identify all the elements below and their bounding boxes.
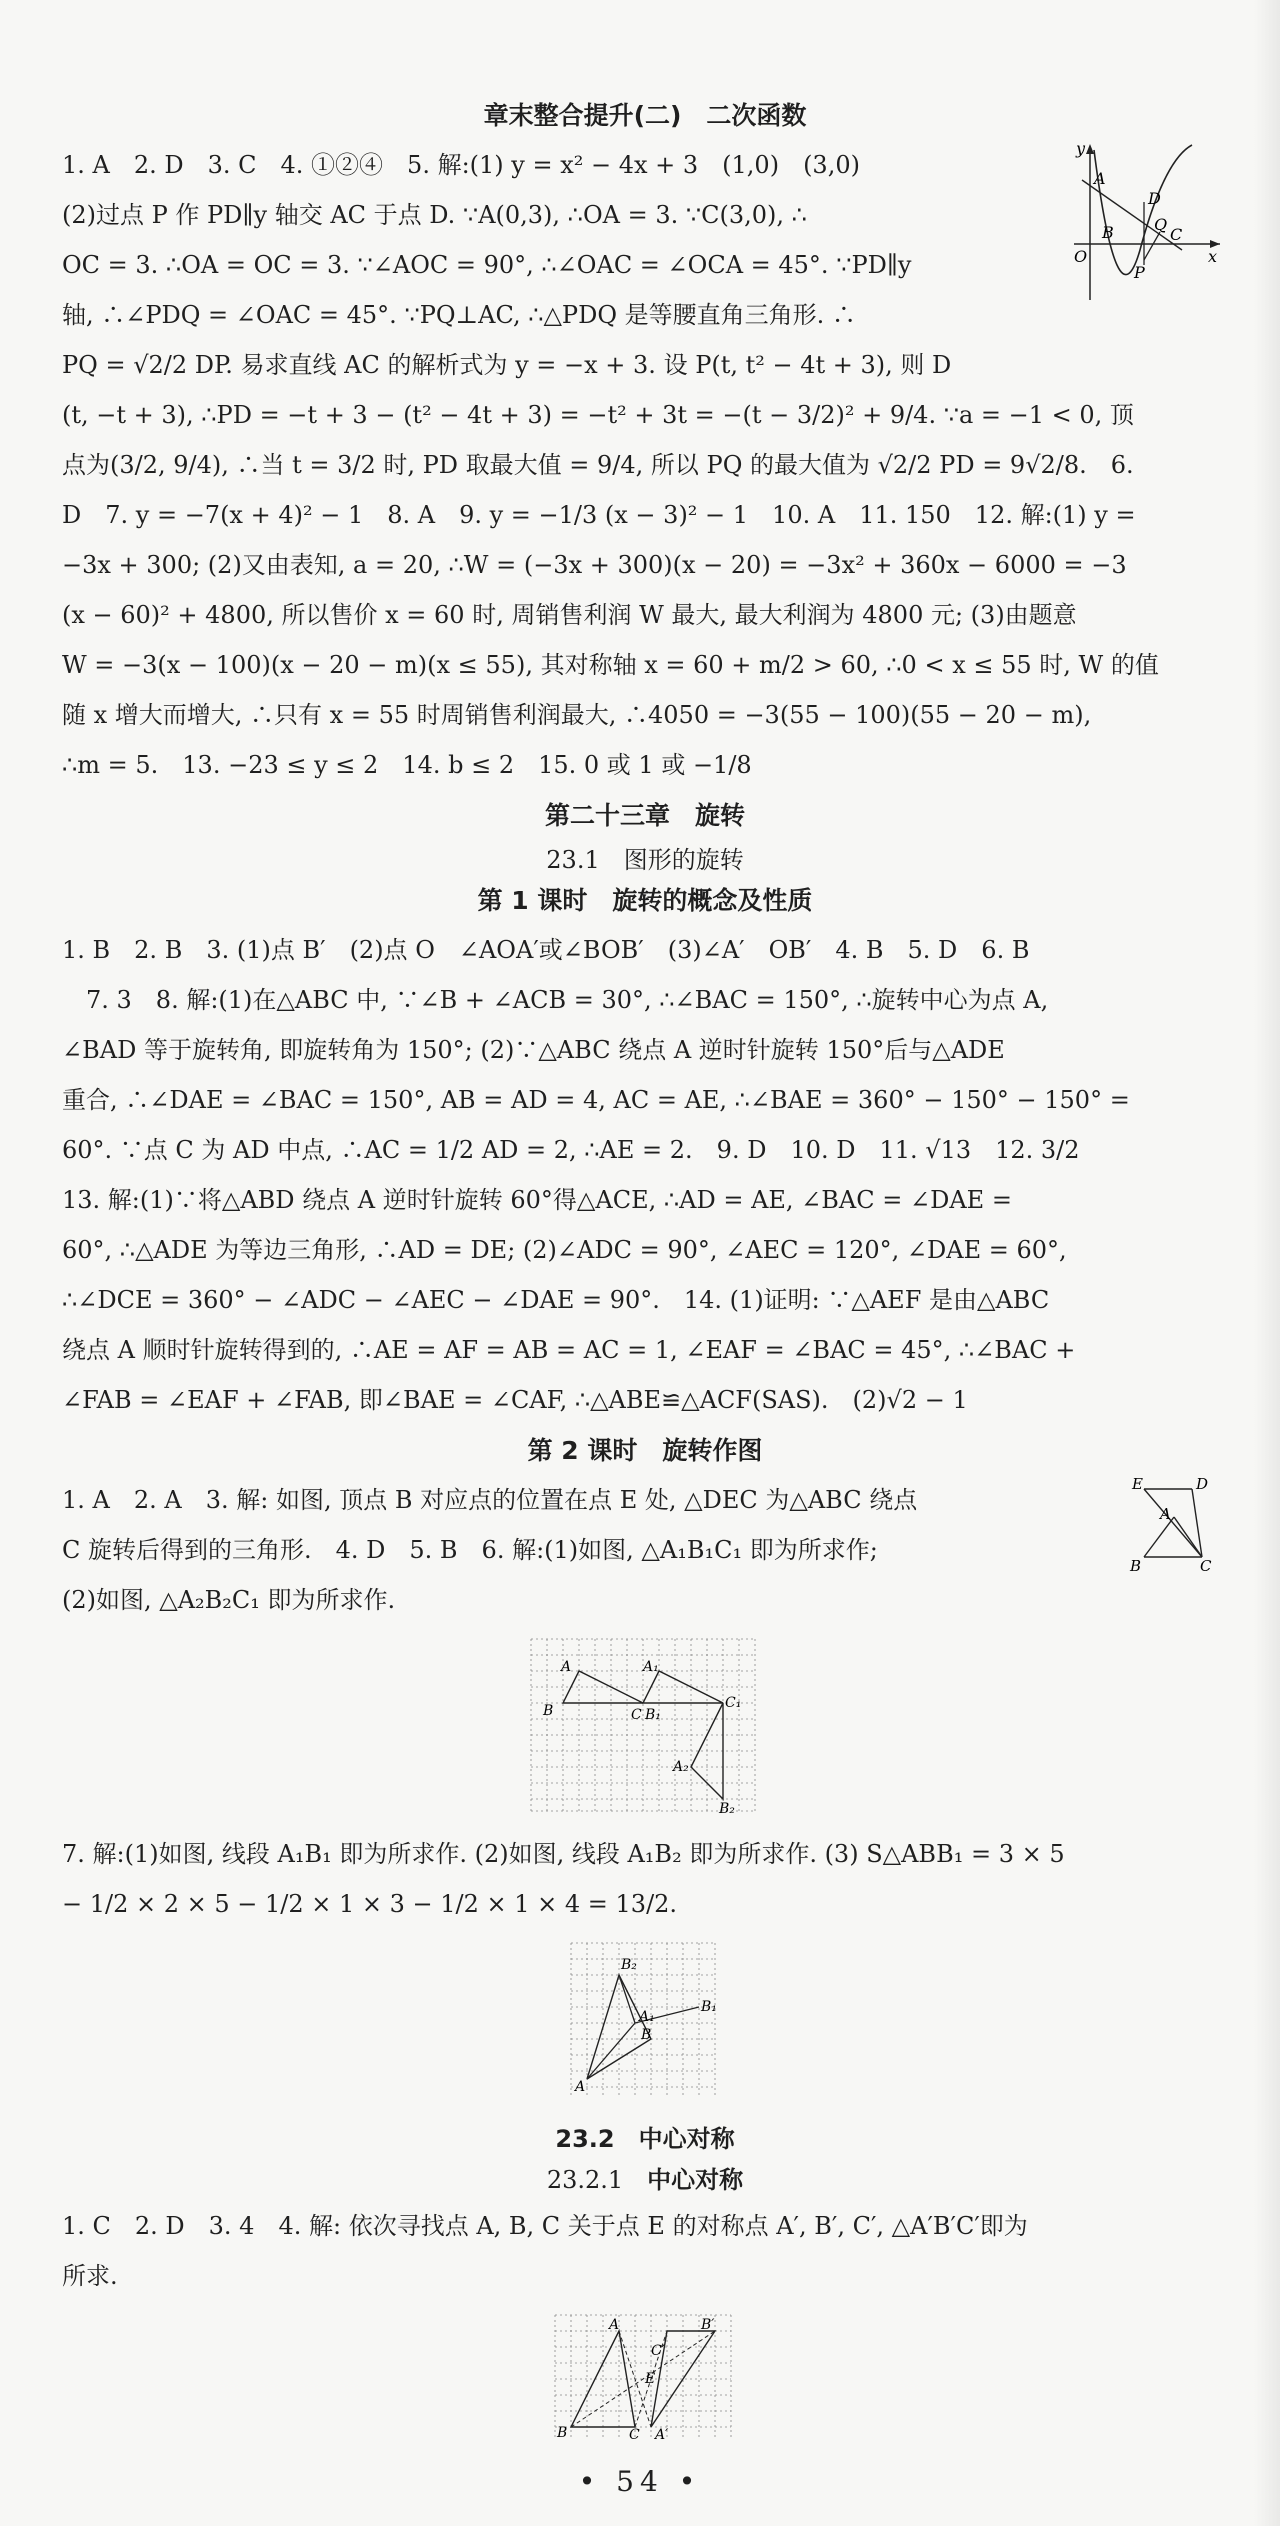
section1-line-9: (x − 60)² + 4800, 所以售价 x = 60 时, 周销售利润 W 最大, 最大利润为 4800 元; (3)由题意	[62, 601, 1077, 629]
g2-label-a: A	[575, 2079, 586, 2095]
label-p: P	[1134, 263, 1145, 282]
label-y: y	[1076, 140, 1086, 158]
g3-label-c: C	[629, 2427, 640, 2441]
g1-label-b2: B₂	[719, 1801, 735, 1815]
g1-label-a1: A₁	[643, 1659, 659, 1675]
g3-label-a: A	[609, 2317, 620, 2333]
lesson-2-title: 第 2 课时 旋转作图	[527, 1436, 763, 1465]
g2-label-a1: A₁	[639, 2009, 655, 2025]
section1-line-5: (t, −t + 3), ∴PD = −t + 3 − (t² − 4t + 3) = −t² + 3t = −(t − 3/2)² + 9/4. ∵a = −1 < 0, 顶	[62, 401, 1134, 429]
lesson1-line-5: 13. 解:(1)∵将△ABD 绕点 A 逆时针旋转 60°得△ACE, ∴AD = AE, ∠BAC = ∠DAE =	[62, 1186, 1012, 1214]
section232-line-1: 所求.	[62, 2262, 118, 2290]
lesson1-line-3: 重合, ∴∠DAE = ∠BAC = 150°, AB = AD = 4, AC = AE, ∴∠BAE = 360° − 150° − 150° =	[62, 1086, 1130, 1114]
subsection-23-2-1-title	[62, 2160, 1228, 2195]
label-a2: A	[1160, 1505, 1171, 1523]
section1-line-12: ∴m = 5. 13. −23 ≤ y ≤ 2 14. b ≤ 2 15. 0 或 1 或 −1/8	[62, 751, 752, 779]
g1-label-c: C	[631, 1707, 642, 1723]
lesson2-line-1: C 旋转后得到的三角形. 4. D 5. B 6. 解:(1)如图, △A₁B₁C₁ 即为所求作;	[62, 1536, 878, 1564]
g3-label-b: B	[557, 2425, 568, 2441]
g1-label-a: A	[561, 1659, 572, 1675]
g1-label-a2: A₂	[673, 1759, 689, 1775]
g1-label-c1: C₁	[725, 1695, 742, 1711]
section-23-1-title: 23.1 图形的旋转	[546, 846, 744, 874]
label-c: C	[1170, 225, 1183, 244]
g3-label-b-prime: B′	[701, 2317, 715, 2333]
section1-line-6: 点为(3/2, 9/4), ∴当 t = 3/2 时, PD 取最大值 = 9/4, 所以 PQ 的最大值为 √2/2 PD = 9√2/8. 6.	[62, 451, 1134, 479]
label-q: Q	[1154, 215, 1168, 234]
section1-line-2: OC = 3. ∴OA = OC = 3. ∵∠AOC = 90°, ∴∠OAC = ∠OCA = 45°. ∵PD∥y	[62, 251, 912, 279]
lesson1-line-1: 7. 3 8. 解:(1)在△ABC 中, ∵∠B + ∠ACB = 30°, ∴∠BAC = 150°, ∴旋转中心为点 A,	[62, 986, 1049, 1014]
g2-label-b: B	[641, 2027, 652, 2043]
label-b2: B	[1130, 1557, 1142, 1575]
section-23-2-title	[62, 2119, 1228, 2154]
grid-figure-2	[62, 1939, 1228, 2099]
section1-line-11: 随 x 增大而增大, ∴只有 x = 55 时周销售利润最大, ∴4050 = −3(55 − 100)(55 − 20 − m),	[62, 701, 1092, 729]
section1-line-3: 轴, ∴∠PDQ = ∠OAC = 45°. ∵PQ⊥AC, ∴△PDQ 是等腰直角三角形. ∴	[62, 301, 856, 329]
section1-line-1: (2)过点 P 作 PD∥y 轴交 AC 于点 D. ∵A(0,3), ∴OA = 3. ∵C(3,0), ∴	[62, 201, 807, 229]
page-number: • 54 •	[578, 2465, 702, 2498]
chapter-title: 第二十三章 旋转	[544, 801, 745, 830]
lesson1-line-2: ∠BAD 等于旋转角, 即旋转角为 150°; (2)∵△ABC 绕点 A 逆时针旋转 150°后与△ADE	[62, 1036, 1005, 1064]
grid-figure-3	[62, 2311, 1228, 2441]
section1-line-10: W = −3(x − 100)(x − 20 − m)(x ≤ 55), 其对称轴 x = 60 + m/2 > 60, ∴0 < x ≤ 55 时, W 的值	[62, 651, 1159, 679]
g3-label-c-prime: C′	[651, 2343, 665, 2359]
rotation-triangle-figure	[1122, 1475, 1222, 1579]
section1-line-4: PQ = √2/2 DP. 易求直线 AC 的解析式为 y = −x + 3. 设 P(t, t² − 4t + 3), 则 D	[62, 351, 952, 379]
label-c2: C	[1200, 1557, 1212, 1575]
g1-label-b: B	[543, 1703, 554, 1719]
section1-line-8: −3x + 300; (2)又由表知, a = 20, ∴W = (−3x + 300)(x − 20) = −3x² + 360x − 6000 = −3	[62, 551, 1127, 579]
lesson1-line-4: 60°. ∵点 C 为 AD 中点, ∴AC = 1/2 AD = 2, ∴AE = 2. 9. D 10. D 11. √13 12. 3/2	[62, 1136, 1080, 1164]
g1-label-b1: B₁	[645, 1707, 661, 1723]
section1-line-0: 1. A 2. D 3. C 4. ①②④ 5. 解:(1) y = x² − 4x + 3 (1,0) (3,0)	[62, 151, 860, 179]
subsection-name: 中心对称	[647, 2166, 744, 2194]
parabola-figure	[1072, 140, 1222, 309]
subsection-number: 23.2.1	[546, 2166, 624, 2194]
label-d2: D	[1196, 1475, 1209, 1493]
label-e: E	[1132, 1475, 1143, 1493]
label-x: x	[1208, 247, 1218, 266]
grid-figure-1	[62, 1635, 1228, 1815]
q7-line-0: 7. 解:(1)如图, 线段 A₁B₁ 即为所求作. (2)如图, 线段 A₁B₂ 即为所求作. (3) S△ABB₁ = 3 × 5	[62, 1840, 1065, 1868]
section-title-chapter-review: 章末整合提升(二) 二次函数	[483, 101, 807, 130]
lesson1-line-9: ∠FAB = ∠EAF + ∠FAB, 即∠BAE = ∠CAF, ∴△ABE≌△ACF(SAS). (2)√2 − 1	[62, 1386, 968, 1414]
section-23-2-title-text: 23.2 中心对称	[555, 2125, 735, 2153]
label-o: O	[1074, 247, 1088, 266]
lesson2-line-0: 1. A 2. A 3. 解: 如图, 顶点 B 对应点的位置在点 E 处, △DEC 为△ABC 绕点	[62, 1486, 918, 1514]
label-b: B	[1102, 223, 1114, 242]
section232-line-0: 1. C 2. D 3. 4 4. 解: 依次寻找点 A, B, C 关于点 E 的对称点 A′, B′, C′, △A′B′C′即为	[62, 2212, 1028, 2240]
g2-label-b1: B₁	[701, 1999, 717, 2015]
lesson-1-title: 第 1 课时 旋转的概念及性质	[477, 886, 813, 915]
label-a: A	[1094, 169, 1106, 188]
lesson1-line-0: 1. B 2. B 3. (1)点 B′ (2)点 O ∠AOA′或∠BOB′ (3)∠A′ OB′ 4. B 5. D 6. B	[62, 936, 1030, 964]
g3-label-a-prime: A′	[655, 2427, 669, 2441]
lesson1-line-8: 绕点 A 顺时针旋转得到的, ∴AE = AF = AB = AC = 1, ∠EAF = ∠BAC = 45°, ∴∠BAC +	[62, 1336, 1076, 1364]
q7-line-1: − 1/2 × 2 × 5 − 1/2 × 1 × 3 − 1/2 × 1 × 4 = 13/2.	[62, 1890, 678, 1918]
section1-line-7: D 7. y = −7(x + 4)² − 1 8. A 9. y = −1/3 (x − 3)² − 1 10. A 11. 150 12. 解:(1) y =	[62, 501, 1136, 529]
lesson2-line-2: (2)如图, △A₂B₂C₁ 即为所求作.	[62, 1586, 396, 1614]
lesson1-line-7: ∴∠DCE = 360° − ∠ADC − ∠AEC − ∠DAE = 90°. 14. (1)证明: ∵△AEF 是由△ABC	[62, 1286, 1050, 1314]
label-d: D	[1148, 189, 1161, 208]
g3-label-e: E	[645, 2371, 656, 2387]
g2-label-b2: B₂	[621, 1957, 637, 1973]
lesson1-line-6: 60°, ∴△ADE 为等边三角形, ∴AD = DE; (2)∠ADC = 90°, ∠AEC = 120°, ∠DAE = 60°,	[62, 1236, 1067, 1264]
